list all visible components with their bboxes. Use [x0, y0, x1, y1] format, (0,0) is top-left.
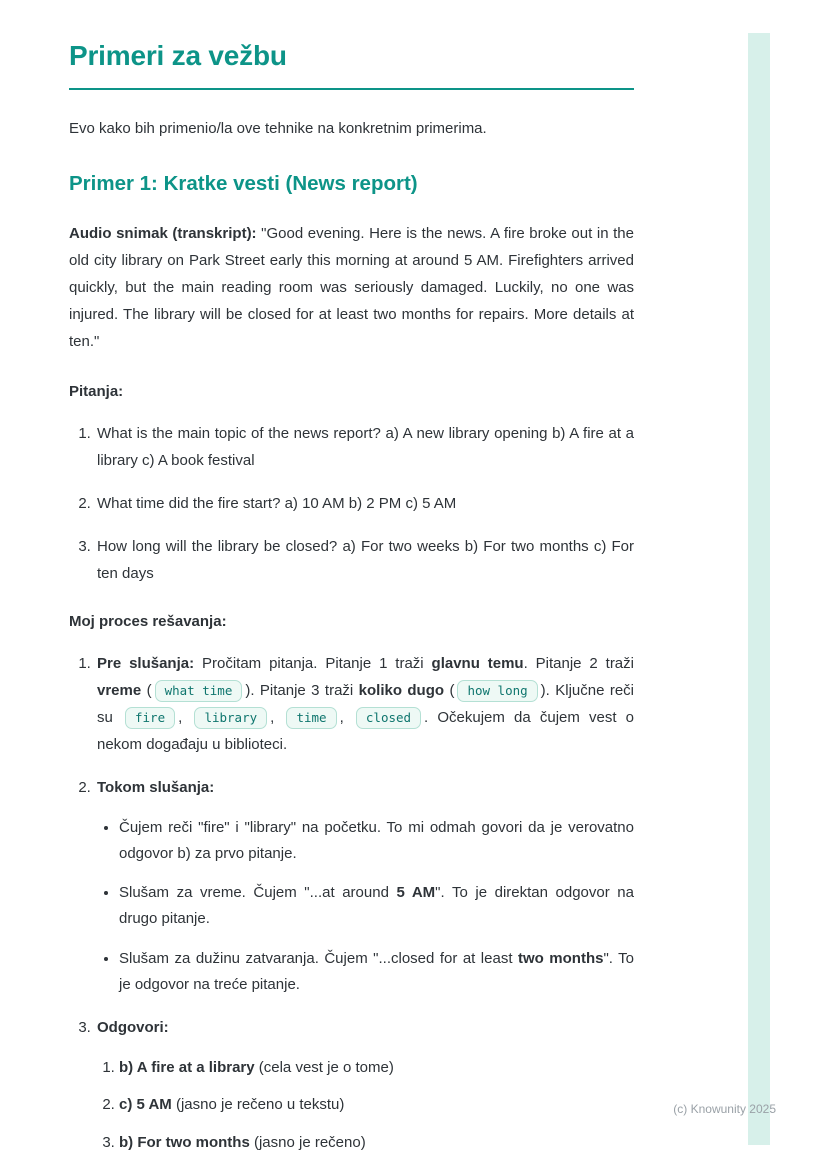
text-run: "Good evening. Here is the news. A fire broke out in the old city library on Park Street early this morning at around 5 AM. Firefighters arrived quickly, but the main reading room was seriously damaged. Luckily, no one was injured. The library will be closed for at least two months for repairs. More details at ten."	[69, 224, 634, 350]
bold-text: glavnu temu	[431, 654, 524, 672]
bullet-item	[119, 880, 634, 933]
text-run: ,	[339, 708, 353, 726]
process-item-text	[97, 1019, 169, 1036]
transcript-paragraph	[69, 220, 634, 355]
process-item-tokom-slusanja	[95, 774, 634, 999]
answers-list	[97, 1055, 634, 1156]
text-run: (	[444, 681, 455, 699]
code-chip: what time	[155, 680, 243, 702]
answer-item	[119, 1092, 634, 1118]
page-title: Primeri za vežbu	[69, 40, 287, 71]
text-run: ,	[270, 708, 284, 726]
bold-text: vreme	[97, 681, 142, 699]
answer-item	[119, 1055, 634, 1081]
bold-text: Odgovori:	[97, 1019, 169, 1036]
code-chip: library	[194, 707, 267, 729]
footer-credit: (c) Knowunity 2025	[673, 1102, 776, 1116]
listening-bullets	[97, 815, 634, 999]
code-chip: how long	[457, 680, 537, 702]
bullet-item	[119, 946, 634, 999]
bold-text: 5 AM	[396, 884, 436, 901]
code-chip: time	[286, 707, 336, 729]
text-run: ". To je odgovor na treće pitanje.	[119, 949, 634, 993]
bold-text: koliko dugo	[358, 681, 445, 699]
text-run: (jasno je rečeno)	[249, 1133, 366, 1151]
text-run: Slušam za dužinu zatvaranja. Čujem "...closed for at least	[119, 949, 518, 967]
text-run: (	[141, 681, 152, 699]
text-run: ,	[178, 708, 192, 726]
bullet-item	[119, 815, 634, 868]
answer-item	[119, 1130, 634, 1156]
bold-text: b) For two months	[119, 1133, 250, 1151]
text-run: ). Ključne reči su	[97, 681, 634, 726]
title-divider	[69, 88, 634, 90]
bold-text: two months	[517, 949, 604, 967]
process-item-odgovori	[95, 1014, 634, 1156]
bold-text: Pre slušanja:	[97, 654, 195, 672]
process-label: Moj proces rešavanja:	[69, 612, 227, 630]
bold-text: c) 5 AM	[119, 1096, 172, 1114]
process-item-text	[97, 655, 634, 753]
text-run: . Očekujem da čujem vest o nekom događaju u biblioteci.	[97, 708, 635, 753]
bold-text: Tokom slušanja:	[97, 778, 215, 796]
section-heading: Primer 1: Kratke vesti (News report)	[69, 171, 418, 195]
text-run: (jasno je rečeno u tekstu)	[171, 1096, 345, 1114]
code-chip: fire	[125, 707, 175, 729]
text-run: ". To je direktan odgovor na drugo pitanje.	[119, 884, 634, 928]
text-run: (cela vest je o tome)	[254, 1059, 394, 1076]
questions-label: Pitanja:	[69, 382, 124, 400]
text-run: ). Pitanje 3 traži	[245, 681, 359, 699]
question-item: 2. What time did the fire start? a) 10 AM b) 2 PM c) 5 AM	[95, 490, 634, 517]
text-run: Slušam za vreme. Čujem "...at around	[119, 884, 397, 901]
text-run: Čujem reči "fire" i "library" na početku. To mi odmah govori da je verovatno odgovor b) za prvo pitanje.	[119, 818, 634, 862]
text-run: Pročitam pitanja. Pitanje 1 traži	[194, 654, 432, 672]
process-list	[69, 650, 634, 1156]
text-run: . Pitanje 2 traži	[523, 654, 634, 672]
process-item-pre-slusanja	[95, 650, 634, 758]
intro-text: Evo kako bih primenio/la ove tehnike na konkretnim primerima.	[69, 120, 487, 137]
questions-list	[69, 420, 634, 587]
bold-text: b) A fire at a library	[119, 1059, 255, 1076]
process-item-text	[97, 779, 214, 796]
code-chip: closed	[356, 707, 421, 729]
question-item: 1. What is the main topic of the news report? a) A new library opening b) A fire at a library c) A book festival	[95, 420, 634, 474]
question-item: 3. How long will the library be closed? a) For two weeks b) For two months c) For ten days	[95, 533, 634, 587]
bold-text: Audio snimak (transkript):	[69, 224, 257, 242]
